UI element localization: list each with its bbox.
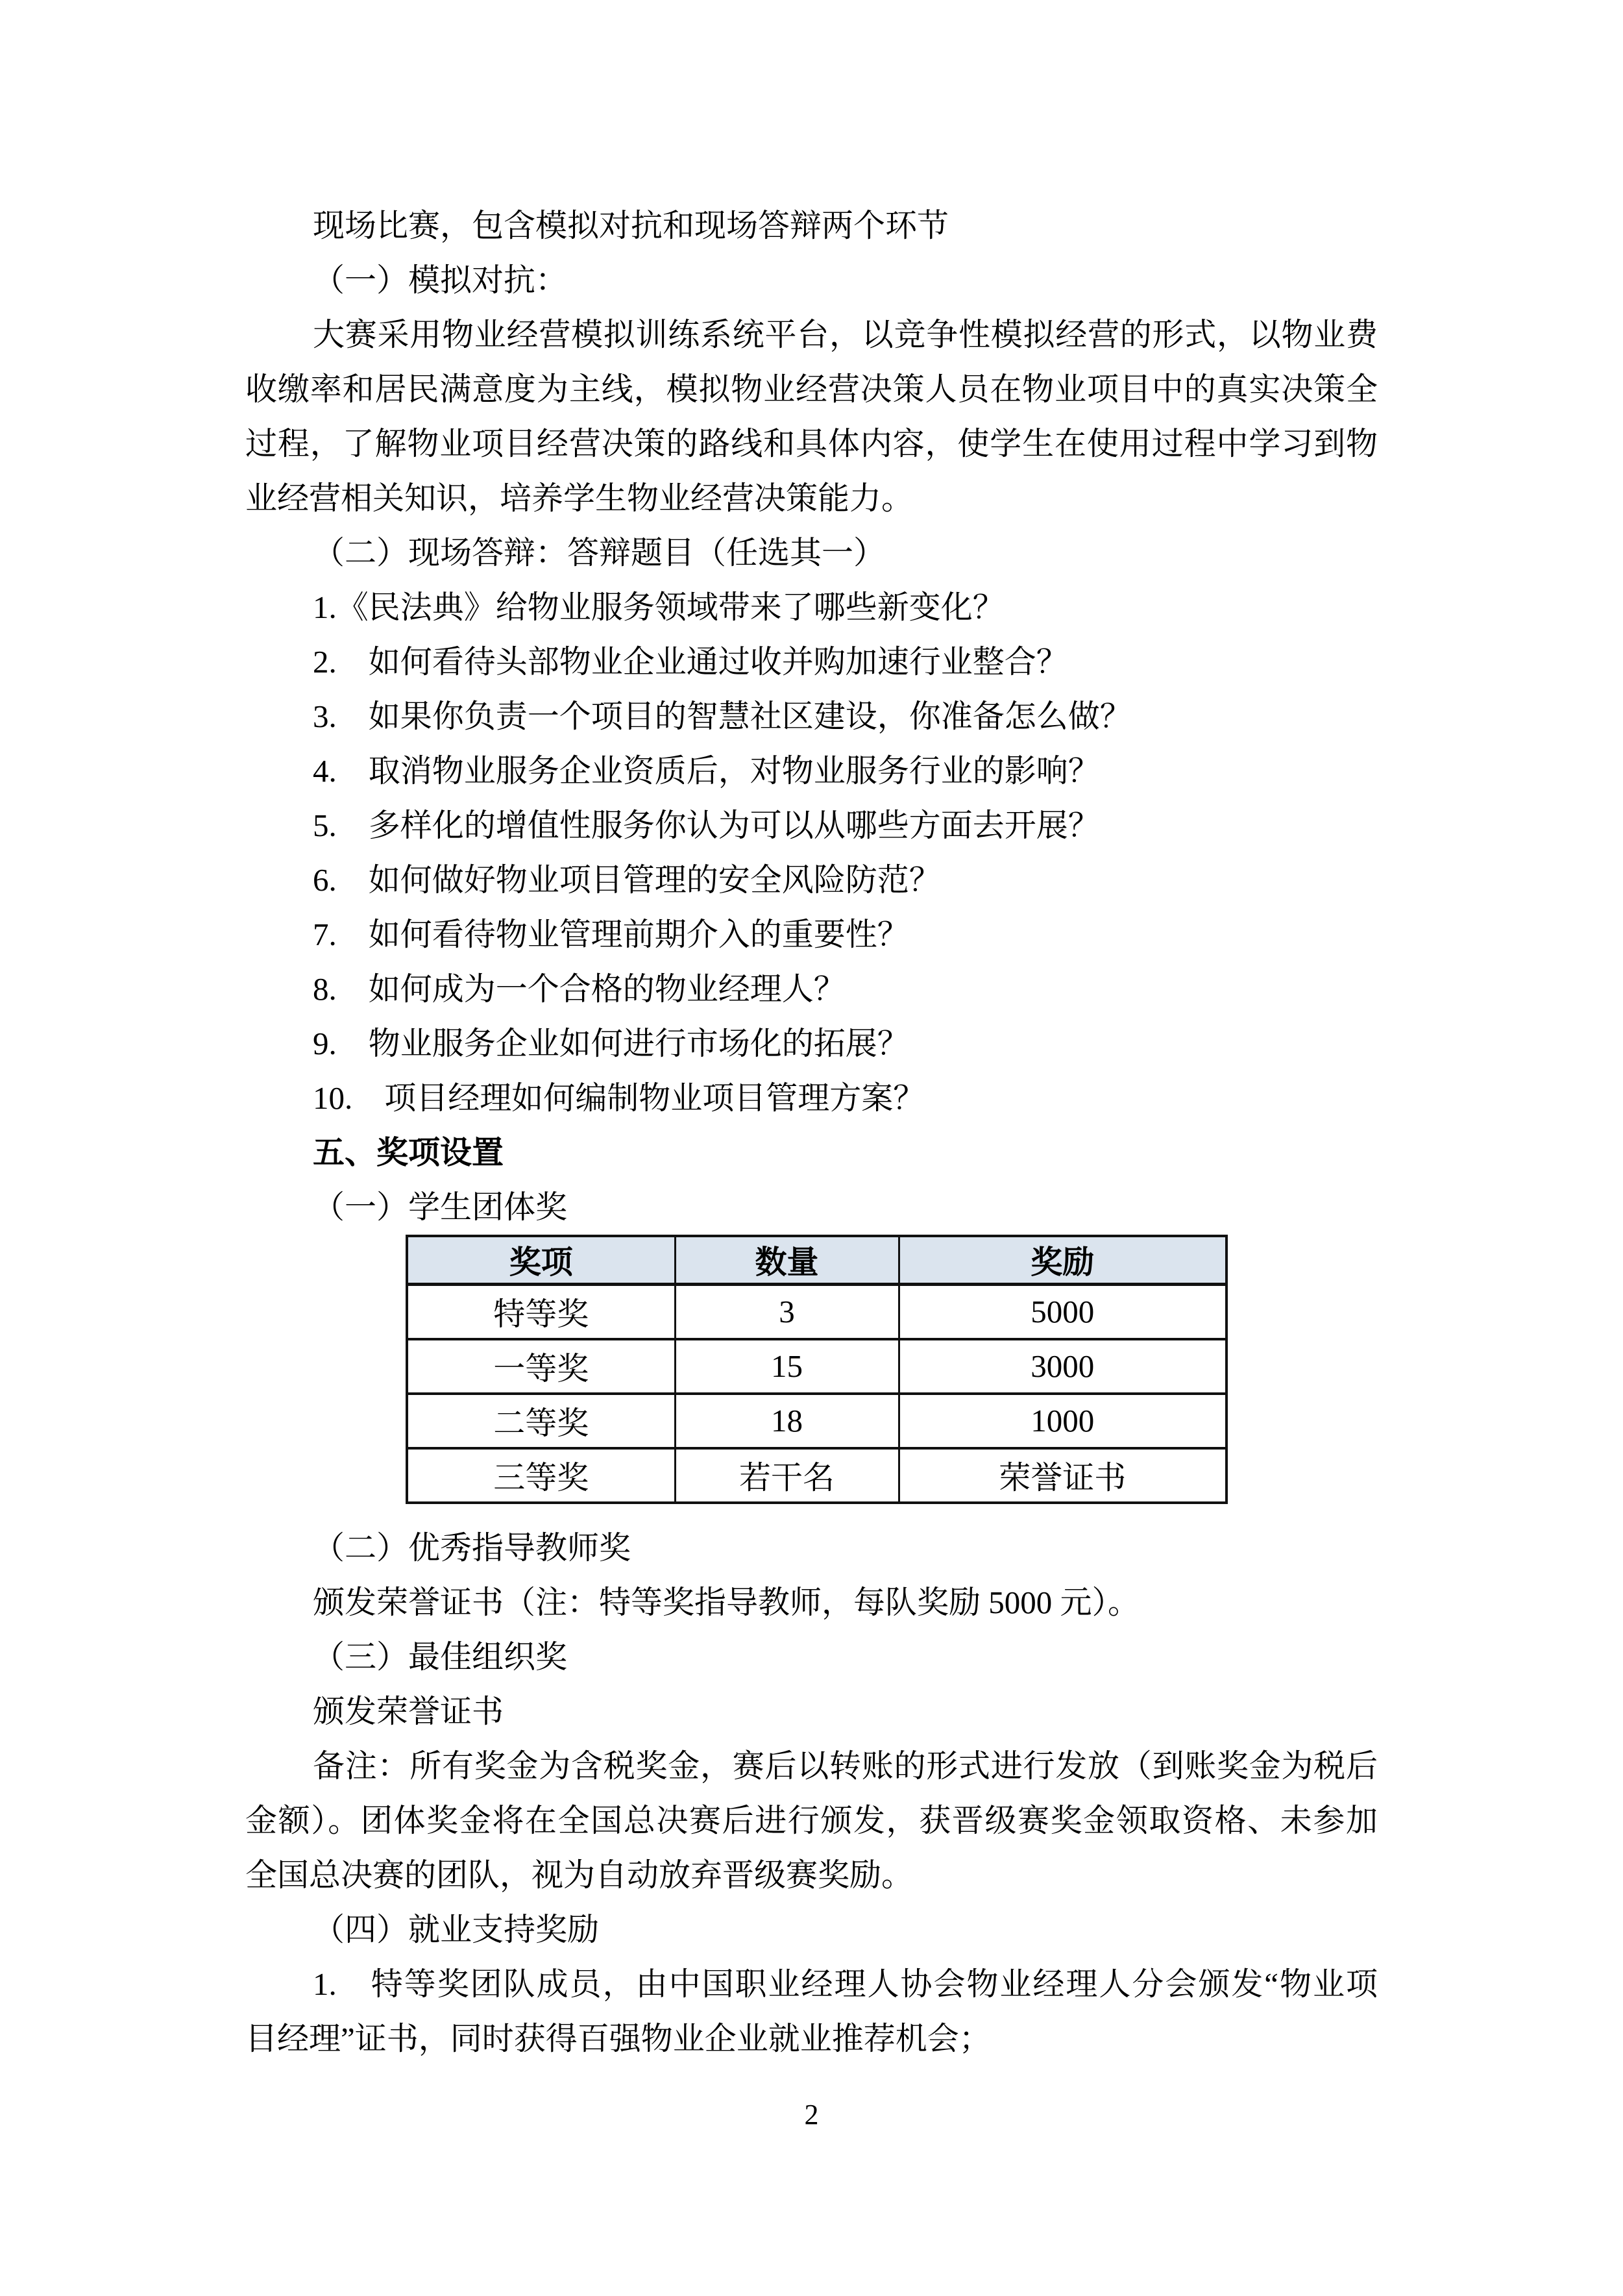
table-cell-prize: 1000: [899, 1394, 1226, 1448]
table-cell-award: 二等奖: [407, 1394, 675, 1448]
table-cell-quantity: 15: [675, 1339, 899, 1394]
text-line: （四）就业支持奖励: [313, 1911, 600, 1947]
text-line: 收缴率和居民满意度为主线，模拟物业经营决策人员在物业项目中的真实决策全: [245, 371, 1378, 407]
table-header-row: [407, 1236, 1226, 1285]
table-row: [407, 1448, 1226, 1503]
text-line: 4. 取消物业服务企业资质后，对物业服务行业的影响？: [313, 753, 1100, 789]
text-line: 全国总决赛的团队，视为自动放弃晋级赛奖励。: [245, 1857, 914, 1893]
table-row: [407, 1339, 1226, 1394]
text-line: 现场比赛，包含模拟对抗和现场答辩两个环节: [313, 208, 949, 243]
text-line: 9. 物业服务企业如何进行市场化的拓展？: [313, 1026, 909, 1061]
text-line: 2. 如何看待头部物业企业通过收并购加速行业整合？: [313, 644, 1068, 680]
table-row: [407, 1285, 1226, 1339]
text-line: （三）最佳组织奖: [313, 1638, 568, 1675]
text-line: 1.《民法典》给物业服务领域带来了哪些新变化？: [313, 589, 1005, 625]
text-line: 8. 如何成为一个合格的物业经理人？: [313, 971, 846, 1007]
text-line: 五、奖项设置: [313, 1135, 504, 1170]
page-number: 2: [804, 2099, 819, 2130]
table-cell-quantity: 若干名: [675, 1448, 899, 1503]
table-cell-prize: 5000: [899, 1285, 1226, 1339]
text-line: 1. 特等奖团队成员，由中国职业经理人协会物业经理人分会颁发“物业项: [313, 1966, 1378, 2002]
table-cell-prize: 3000: [899, 1339, 1226, 1394]
table-header-cell-quantity: 数量: [675, 1236, 899, 1285]
text-line: 颁发荣誉证书（注：特等奖指导教师，每队奖励 5000 元）。: [313, 1584, 1140, 1620]
text-line: 目经理”证书，同时获得百强物业企业就业推荐机会；: [245, 2020, 991, 2056]
text-line: 6. 如何做好物业项目管理的安全风险防范？: [313, 862, 941, 898]
text-line: （一）模拟对抗：: [313, 262, 568, 298]
text-line: 过程，了解物业项目经营决策的路线和具体内容，使学生在使用过程中学习到物: [245, 426, 1378, 462]
table-cell-award: 一等奖: [407, 1339, 675, 1394]
text-line: 7. 如何看待物业管理前期介入的重要性？: [313, 917, 909, 952]
text-line: （一）学生团体奖: [313, 1189, 568, 1225]
student-awards-table: [406, 1235, 1228, 1504]
text-line: 5. 多样化的增值性服务你认为可以从哪些方面去开展？: [313, 808, 1100, 843]
text-line: 大赛采用物业经营模拟训练系统平台，以竞争性模拟经营的形式，以物业费: [313, 317, 1378, 352]
text-line: （二）现场答辩：答辩题目（任选其一）: [313, 535, 886, 571]
table-row: [407, 1394, 1226, 1448]
table-cell-quantity: 18: [675, 1394, 899, 1448]
text-line: 业经营相关知识，培养学生物业经营决策能力。: [245, 480, 914, 516]
table-header-cell-prize: 奖励: [899, 1236, 1226, 1285]
text-line: 备注：所有奖金为含税奖金，赛后以转账的形式进行发放（到账奖金为税后: [313, 1747, 1378, 1784]
text-line: 3. 如果你负责一个项目的智慧社区建设，你准备怎么做？: [313, 698, 1132, 734]
text-line: 金额）。团体奖金将在全国总决赛后进行颁发，获晋级赛奖金领取资格、未参加: [245, 1802, 1378, 1838]
table-cell-award: 三等奖: [407, 1448, 675, 1503]
table-cell-award: 特等奖: [407, 1285, 675, 1339]
table-cell-prize: 荣誉证书: [899, 1448, 1226, 1503]
table-header-cell-award: 奖项: [407, 1236, 675, 1285]
text-line: （二）优秀指导教师奖: [313, 1529, 631, 1566]
text-line: 10. 项目经理如何编制物业项目管理方案？: [313, 1080, 925, 1116]
table-cell-quantity: 3: [675, 1285, 899, 1339]
text-line: 颁发荣誉证书: [313, 1693, 504, 1729]
